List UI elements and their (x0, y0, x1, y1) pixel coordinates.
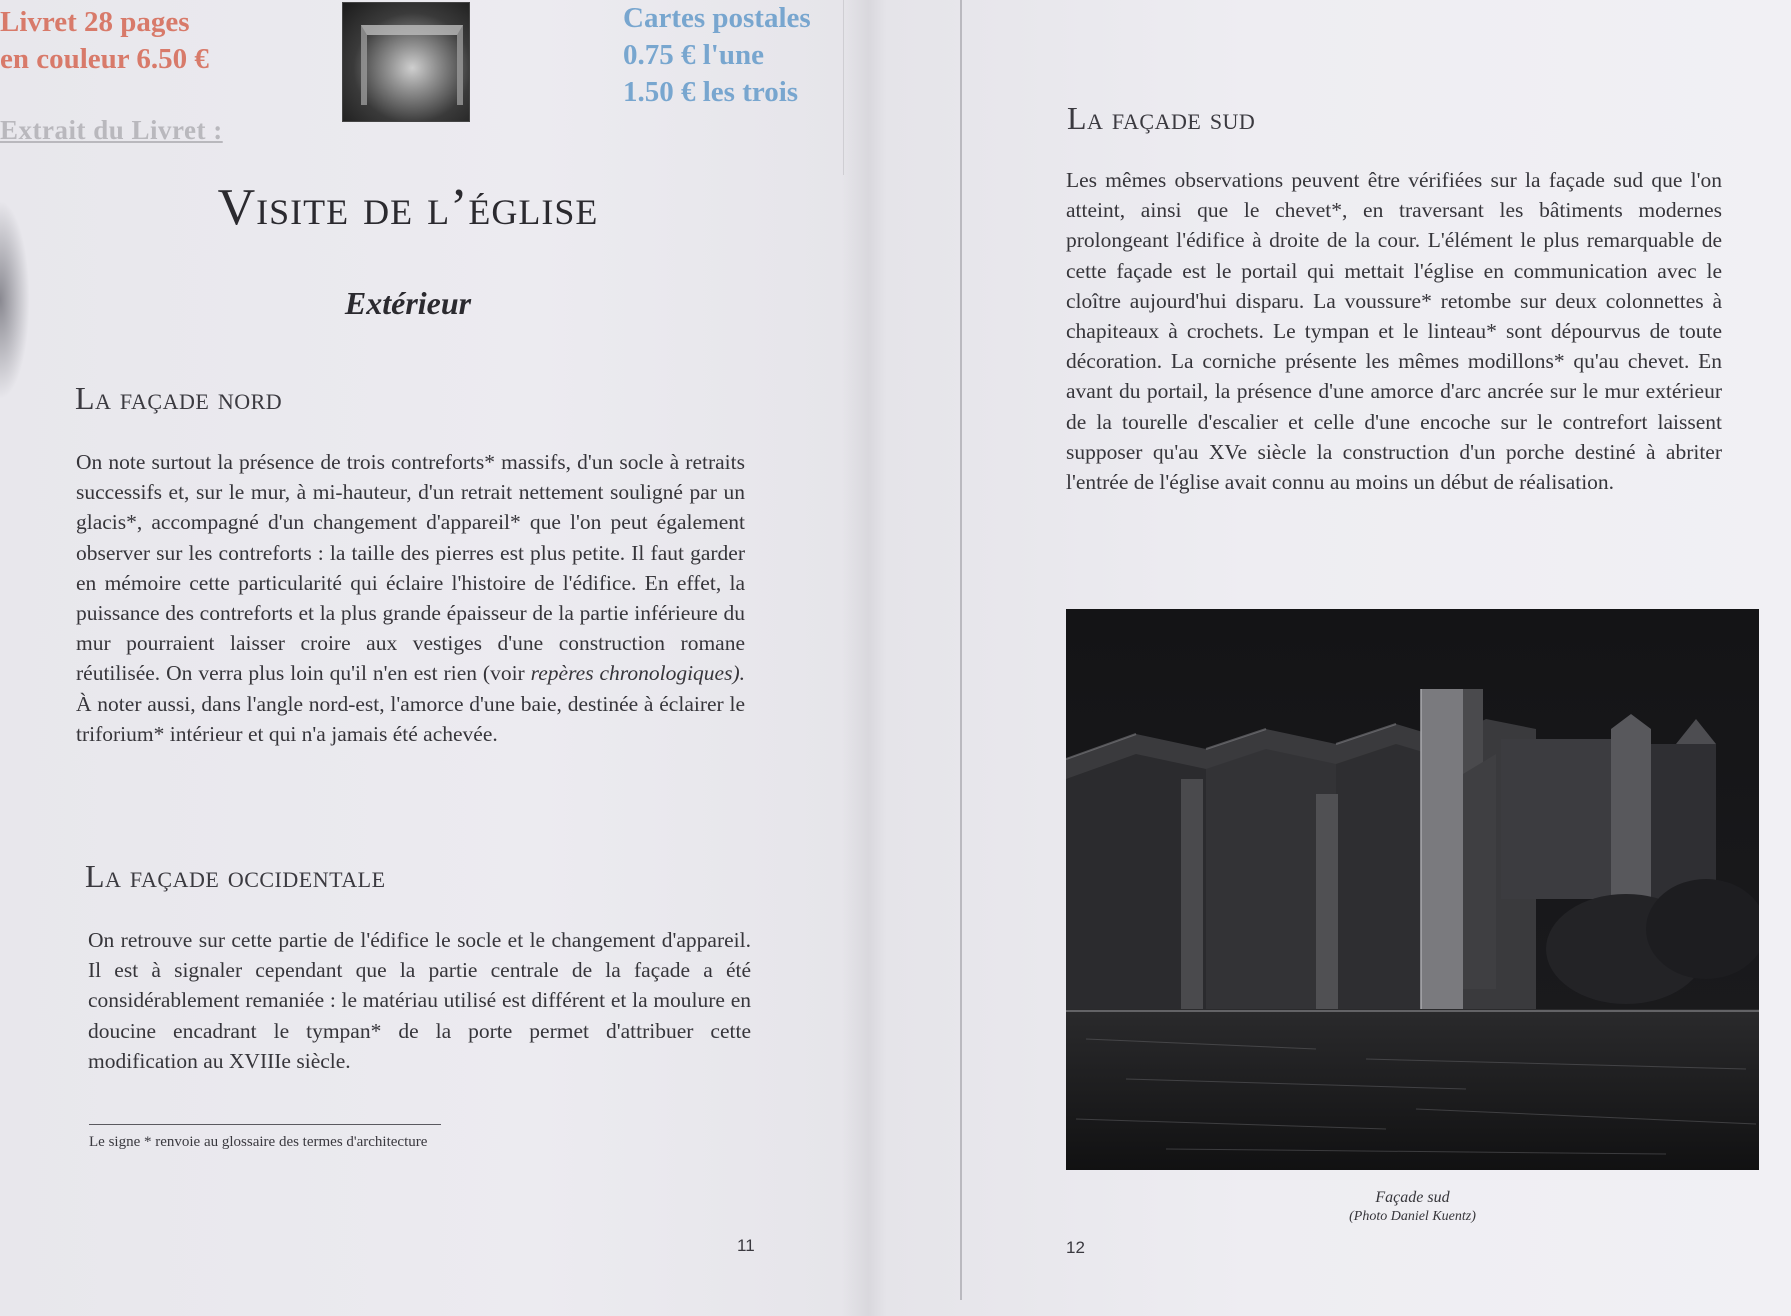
north-facade-heading: La façade nord (75, 380, 283, 416)
excerpt-label: Extrait du Livret : (0, 115, 223, 145)
south-facade-heading: La façade sud (1067, 100, 1256, 136)
page-title: Visite de l’église (217, 179, 599, 236)
postcards-promo (623, 0, 811, 111)
south-facade-paragraph: Les mêmes observations peuvent être vérifiées sur la façade sud que l'on atteint, ainsi que le chevet*, en traversant les bâtiments modernes prolongeant l'édifice à droite de la cour. L'élément le plus remarquable de cette façade est le portail qui mettait l'église en communication avec le cloître aujourd'hui disparu. La voussure* retombe sur deux colonnettes à chapiteaux à crochets. Le tympan et le linteau* sont dépourvus de toute décoration. La corniche présente les mêmes modillons* qu'au chevet. En avant du portail, la présence d'une amorce d'arc ancrée sur le mur extérieur de la tourelle d'escalier et celle d'une encoche sur le contrefort laissent supposer qu'au XVe siècle la construction d'un porche destiné à abriter l'entrée de l'église avait connu au moins un début de réalisation. (1066, 168, 1722, 495)
header-fold-line (843, 0, 844, 175)
thumbnail-arch-shape (361, 25, 463, 105)
postcards-promo-line2: 0.75 € l'une (623, 39, 764, 71)
page-number-right: 12 (1066, 1238, 1085, 1257)
postcards-promo-line3: 1.50 € les trois (623, 76, 799, 108)
north-facade-paragraph (76, 447, 745, 749)
footnote-divider (89, 1124, 441, 1125)
footnote: Le signe * renvoie au glossaire des termes d'architecture (89, 1134, 428, 1150)
booklet-promo-line2: en couleur 6.50 € (0, 43, 209, 75)
photo-illustration (1066, 609, 1759, 1170)
photo-caption (1066, 1188, 1759, 1226)
north-text-part2: À noter aussi, dans l'angle nord-est, l'amorce d'une baie, destinée à éclairer le triforium* intérieur et qui n'a jamais été achevée. (76, 691, 745, 746)
page-subtitle: Extérieur (344, 285, 472, 321)
photo-caption-title: Façade sud (1375, 1189, 1450, 1206)
north-text-part1: On note surtout la présence de trois contreforts* massifs, d'un socle à retraits successifs et, sur le mur, à mi-hauteur, d'un retrait nettement souligné par un glacis*, accompagné d'un changement d'appareil* que l'on peut également observer sur les contreforts : la taille des pierres est plus petite. Il faut garder en mémoire cette particularité qui éclaire l'histoire de l'édifice. En effet, la puissance des contreforts et la plus grande épaisseur de la partie inférieure du mur pourraient laisser croire aux vestiges d'une construction romane réutilisée. On verra plus loin qu'il n'en est rien (voir (76, 450, 745, 686)
booklet-promo (0, 4, 209, 78)
south-facade-photo (1066, 609, 1759, 1170)
booklet-promo-line1: Livret 28 pages (0, 6, 190, 38)
west-facade-paragraph: On retrouve sur cette partie de l'édifice le socle et le changement d'appareil. Il est à signaler cependant que la partie centrale de la façade a été considérablement remaniée : le matériau utilisé est différent et la moulure en doucine encadrant le tympan* de la porte permet d'attribuer cette modification au XVIIIe siècle. (88, 928, 751, 1073)
west-facade-heading: La façade occidentale (85, 858, 386, 894)
page-number-left: 11 (737, 1236, 755, 1255)
booklet-thumbnail-image (342, 2, 470, 122)
postcards-promo-line1: Cartes postales (623, 2, 811, 34)
north-text-italic: repères chronologiques). (530, 661, 746, 686)
photo-caption-credit: (Photo Daniel Kuentz) (1349, 1209, 1476, 1224)
